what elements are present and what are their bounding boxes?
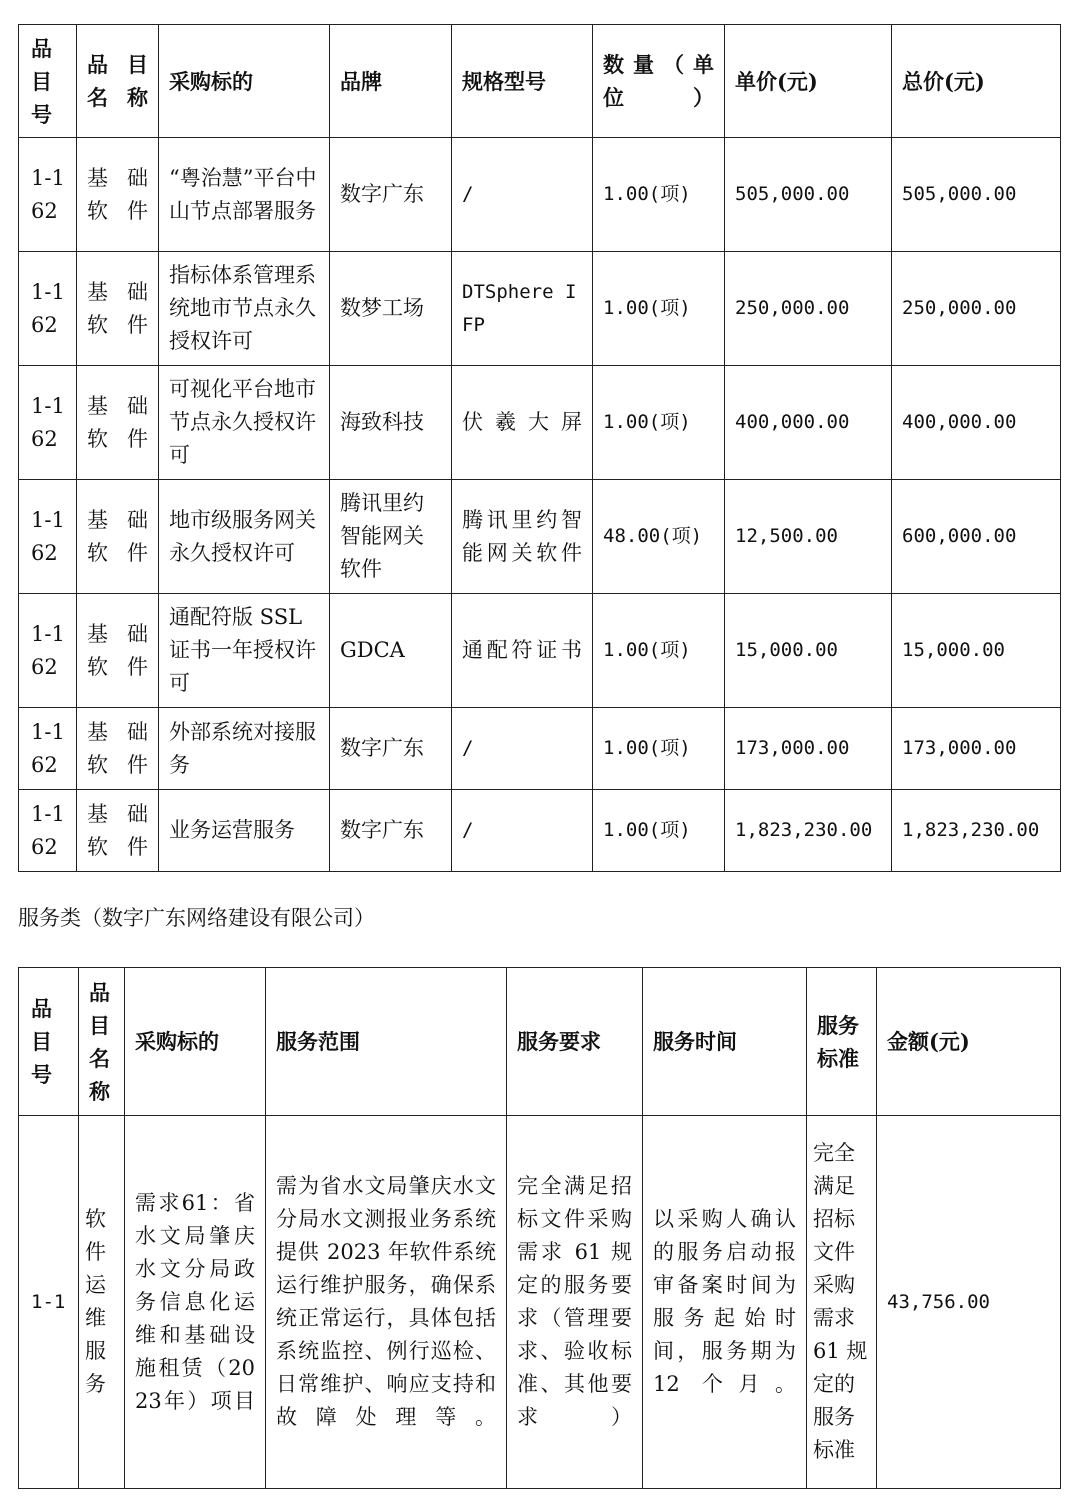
cell-category: 软件运维服务	[79, 1116, 125, 1489]
table-row	[19, 480, 1061, 594]
table-row	[19, 138, 1061, 252]
cell-requirement: 完全满足招标文件采购需求 61 规定的服务要求（管理要求、验收标准、其他要求）	[507, 1116, 643, 1489]
table-header-row	[19, 25, 1061, 138]
cell-item: 指标体系管理系统地市节点永久授权许可	[159, 252, 330, 366]
header-brand: 品牌	[330, 25, 452, 138]
cell-item: “粤治慧”平台中山节点部署服务	[159, 138, 330, 252]
cell-brand: 海致科技	[330, 366, 452, 480]
cell-model: DTSphere IFP	[452, 252, 593, 366]
cell-model: 通配符证书	[452, 594, 593, 708]
cell-standard: 完全满足招标文件采购需求 61 规定的服务标准	[807, 1116, 877, 1489]
cell-total: 15,000.00	[892, 594, 1061, 708]
cell-unit-price: 400,000.00	[725, 366, 892, 480]
cell-item-no: 1-162	[19, 594, 77, 708]
cell-scope: 需为省水文局肇庆水文分局水文测报业务系统提供 2023 年软件系统运行维护服务，确保系统正常运行，具体包括系统监控、例行巡检、日常维护、响应支持和故障处理等。	[266, 1116, 507, 1489]
cell-total: 173,000.00	[892, 708, 1061, 790]
cell-brand: 数梦工场	[330, 252, 452, 366]
cell-model: 腾讯里约智能网关软件	[452, 480, 593, 594]
cell-model: /	[452, 708, 593, 790]
header-item: 采购标的	[125, 968, 266, 1116]
cell-item: 外部系统对接服务	[159, 708, 330, 790]
cell-item: 通配符版 SSL 证书一年授权许可	[159, 594, 330, 708]
cell-unit-price: 1,823,230.00	[725, 790, 892, 872]
cell-item-no: 1-162	[19, 790, 77, 872]
cell-unit-price: 173,000.00	[725, 708, 892, 790]
section-caption: 服务类（数字广东网络建设有限公司）	[18, 906, 375, 930]
cell-item-no: 1-162	[19, 252, 77, 366]
cell-category: 基础软件	[77, 594, 159, 708]
service-table	[18, 967, 1061, 1489]
cell-category: 基础软件	[77, 480, 159, 594]
cell-time: 以采购人确认的服务启动报审备案时间为服务起始时间，服务期为 12 个月。	[643, 1116, 807, 1489]
cell-category: 基础软件	[77, 138, 159, 252]
table-row	[19, 708, 1061, 790]
cell-item-no: 1-1	[19, 1116, 79, 1489]
cell-model: /	[452, 138, 593, 252]
table-header-row	[19, 968, 1061, 1116]
cell-item: 地市级服务网关永久授权许可	[159, 480, 330, 594]
table-row	[19, 366, 1061, 480]
header-item: 采购标的	[159, 25, 330, 138]
cell-qty: 1.00(项)	[593, 138, 725, 252]
header-model: 规格型号	[452, 25, 593, 138]
cell-unit-price: 505,000.00	[725, 138, 892, 252]
cell-brand: GDCA	[330, 594, 452, 708]
cell-item: 业务运营服务	[159, 790, 330, 872]
cell-brand: 数字广东	[330, 708, 452, 790]
cell-category: 基础软件	[77, 366, 159, 480]
cell-item-no: 1-162	[19, 708, 77, 790]
header-unit-price: 单价(元)	[725, 25, 892, 138]
cell-item-no: 1-162	[19, 366, 77, 480]
header-time: 服务时间	[643, 968, 807, 1116]
table-row	[19, 790, 1061, 872]
table-row	[19, 1116, 1061, 1489]
header-item-no: 品目号	[19, 968, 79, 1116]
product-table	[18, 24, 1061, 872]
header-total: 总价(元)	[892, 25, 1061, 138]
cell-qty: 48.00(项)	[593, 480, 725, 594]
header-scope: 服务范围	[266, 968, 507, 1116]
cell-qty: 1.00(项)	[593, 708, 725, 790]
cell-item: 可视化平台地市节点永久授权许可	[159, 366, 330, 480]
cell-qty: 1.00(项)	[593, 790, 725, 872]
cell-unit-price: 12,500.00	[725, 480, 892, 594]
cell-qty: 1.00(项)	[593, 594, 725, 708]
header-amount: 金额(元)	[877, 968, 1061, 1116]
header-standard: 服务标准	[807, 968, 877, 1116]
cell-model: 伏羲大屏	[452, 366, 593, 480]
header-qty: 数量（单位）	[593, 25, 725, 138]
cell-brand: 数字广东	[330, 138, 452, 252]
cell-unit-price: 15,000.00	[725, 594, 892, 708]
cell-unit-price: 250,000.00	[725, 252, 892, 366]
header-category: 品目名称	[77, 25, 159, 138]
header-category: 品目名称	[79, 968, 125, 1116]
cell-qty: 1.00(项)	[593, 252, 725, 366]
cell-model: /	[452, 790, 593, 872]
table-row	[19, 252, 1061, 366]
cell-total: 250,000.00	[892, 252, 1061, 366]
cell-qty: 1.00(项)	[593, 366, 725, 480]
header-requirement: 服务要求	[507, 968, 643, 1116]
cell-brand: 腾讯里约智能网关软件	[330, 480, 452, 594]
cell-total: 400,000.00	[892, 366, 1061, 480]
header-item-no: 品目号	[19, 25, 77, 138]
cell-total: 1,823,230.00	[892, 790, 1061, 872]
cell-amount: 43,756.00	[877, 1116, 1061, 1489]
cell-total: 600,000.00	[892, 480, 1061, 594]
cell-brand: 数字广东	[330, 790, 452, 872]
cell-total: 505,000.00	[892, 138, 1061, 252]
cell-category: 基础软件	[77, 790, 159, 872]
cell-item-no: 1-162	[19, 138, 77, 252]
cell-item-no: 1-162	[19, 480, 77, 594]
table-row	[19, 594, 1061, 708]
cell-category: 基础软件	[77, 708, 159, 790]
cell-category: 基础软件	[77, 252, 159, 366]
cell-item: 需求61：省水文局肇庆水文分局政务信息化运维和基础设施租赁（2023年）项目	[125, 1116, 266, 1489]
